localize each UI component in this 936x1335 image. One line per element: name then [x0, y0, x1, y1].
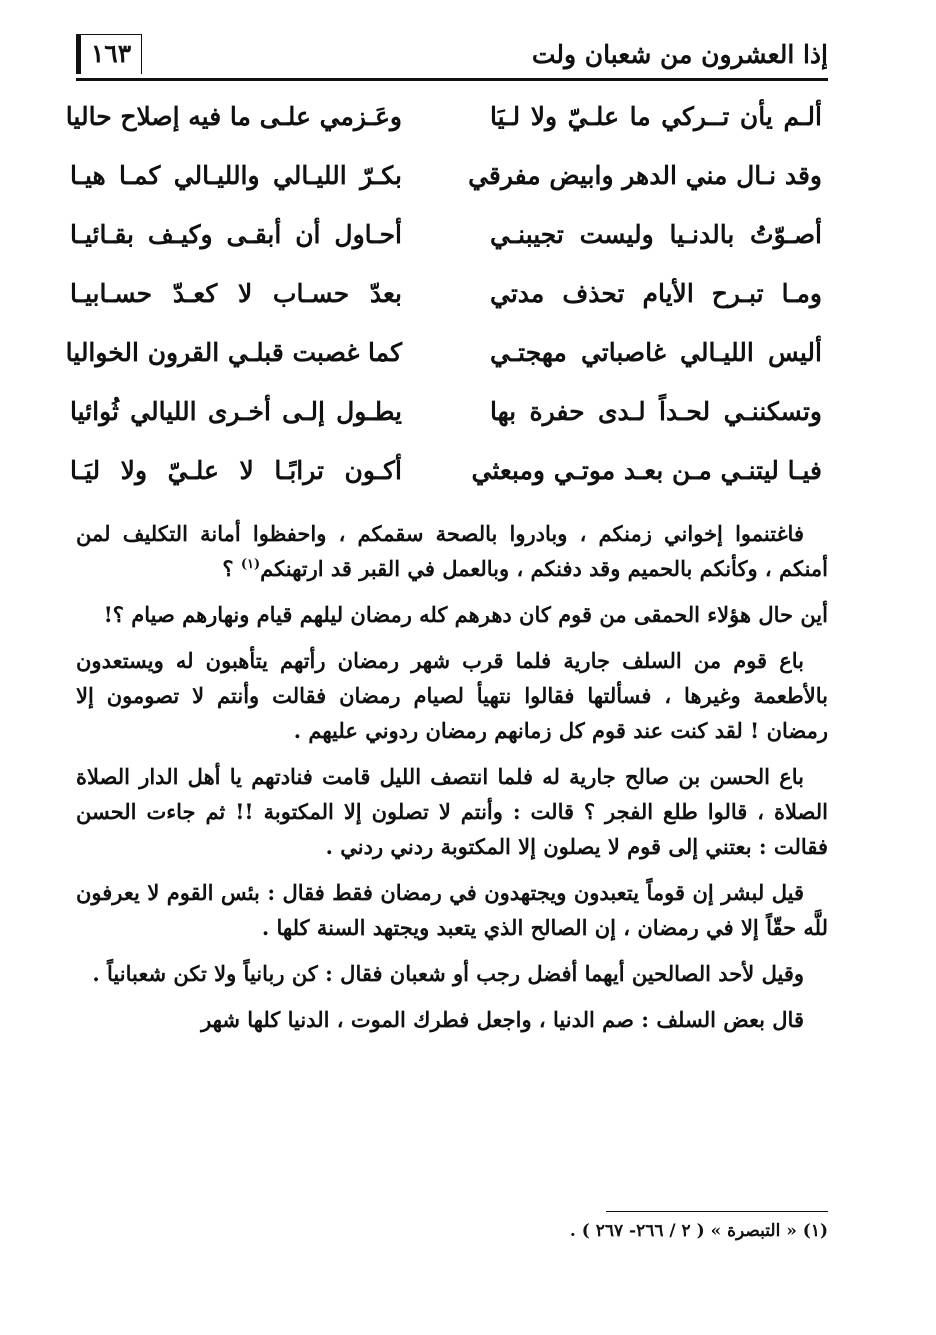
- verse-first-hemistich: أصـوّتُ بالدنـيا وليست تجيبنـي: [490, 220, 822, 249]
- paragraph-text: باع الحسن بن صالح جارية له فلما انتصف الليل قامت فنادتهم يا أهل الدار الصلاة الصلاة ، قالوا طلع الفجر ؟ قالت : وأنتم لا تصلون إلا المكتوبة !! ثم جاءت الحسن فقالت : بعتني إلى قوم لا يصلون إلا المكتوبة ردني ردني .: [76, 764, 828, 859]
- verse: [70, 393, 822, 452]
- verse-first-hemistich: وتسكننـي لحـداً لـدى حفرة بها: [490, 397, 822, 426]
- page-number: ١٦٣: [76, 34, 142, 74]
- verse-second-hemistich: أحـاول أن أبقـى وكيـف بقـائيـا: [70, 220, 402, 249]
- paragraph: [76, 759, 828, 864]
- verse-second-hemistich: بكـرّ الليـالي والليـالي كمـا هيـا: [70, 161, 402, 190]
- verse-second-hemistich: بعدّ حسـاب لا كعـدّ حسـابيـا: [70, 279, 402, 308]
- header-rule: [76, 78, 828, 81]
- footnote-rule: [606, 1211, 828, 1212]
- paragraph: [76, 516, 828, 586]
- paragraph-text: أين حال هؤلاء الحمقى من قوم كان دهرهم كله رمضان ليلهم قيام ونهارهم صيام ؟!: [103, 602, 828, 627]
- paragraph-text: باع قوم من السلف جارية فلما قرب شهر رمضان رأتهم يتأهبون له ويستعدون بالأطعمة وغيرها ، فسألتها فقالوا نتهيأ لصيام رمضان فقالت وأنتم لا تصومون إلا رمضان ! لقد كنت عند قوم كل زمانهم رمضان ردوني عليهم .: [76, 648, 828, 743]
- paragraph: [76, 875, 828, 945]
- page-header: [76, 34, 828, 80]
- body-text: [76, 516, 828, 1048]
- verse-first-hemistich: ألـم يأن تــركي ما علـيّ ولا لـيَا: [490, 102, 822, 131]
- running-title: إذا العشرون من شعبان ولت: [531, 40, 828, 69]
- paragraph: [76, 643, 828, 748]
- paragraph-text: وقيل لأحد الصالحين أيهما أفضل رجب أو شعبان فقال : كن ربانياً ولا تكن شعبانياً .: [92, 961, 804, 986]
- paragraph-text: قيل لبشر إن قوماً يتعبدون ويجتهدون في رمضان فقط فقال : بئس القوم لا يعرفون للَّه حقّاً إلا في رمضان ، إن الصالح الذي يتعبد ويجتهد السنة كلها .: [76, 880, 828, 940]
- footnote: (١) « التبصرة » ( ٢ / ٢٦٦- ٢٦٧ ) .: [569, 1221, 828, 1241]
- paragraph-text: قال بعض السلف : صم الدنيا ، واجعل فطرك الموت ، الدنيا كلها شهر: [201, 1007, 804, 1032]
- verse-first-hemistich: فيـا ليتنـي مـن بعـد موتـي ومبعثي: [471, 456, 822, 485]
- verse: [65, 98, 822, 157]
- verse: [70, 216, 822, 275]
- paragraph-text: فاغتنموا إخواني زمنكم ، وبادروا بالصحة سقمكم ، واحفظوا أمانة التكليف لمن أمنكم ، وكأنكم بالحميم وقد دفنكم ، وبالعمل في القبر قد ارتهنكم: [76, 521, 828, 581]
- verse-first-hemistich: أليس الليـالي غاصباتي مهجتـي: [490, 338, 822, 367]
- verse-first-hemistich: وقد نـال مني الدهر وابيض مفرقي: [468, 161, 822, 190]
- verse: [70, 275, 822, 334]
- verse-second-hemistich: كما غصبت قبلـي القرون الخواليا: [65, 338, 402, 367]
- paragraph-tail: ؟: [222, 556, 241, 581]
- poem: [65, 98, 822, 511]
- verse: [65, 334, 822, 393]
- verse: [70, 452, 822, 511]
- verse-first-hemistich: ومـا تبـرح الأيام تحذف مدتي: [490, 279, 822, 308]
- paragraph: [76, 597, 828, 632]
- paragraph: [76, 1002, 828, 1037]
- verse-second-hemistich: يطـول إلـى أخـرى الليالي ثُوائيا: [70, 397, 402, 426]
- verse-second-hemistich: أكـون ترابًـا لا علـيّ ولا ليَـا: [70, 456, 402, 485]
- verse-second-hemistich: وعَـزمي علـى ما فيه إصلاح حاليا: [65, 102, 402, 131]
- paragraph: [76, 956, 828, 991]
- verse: [70, 157, 822, 216]
- footnote-reference: (١): [240, 557, 261, 572]
